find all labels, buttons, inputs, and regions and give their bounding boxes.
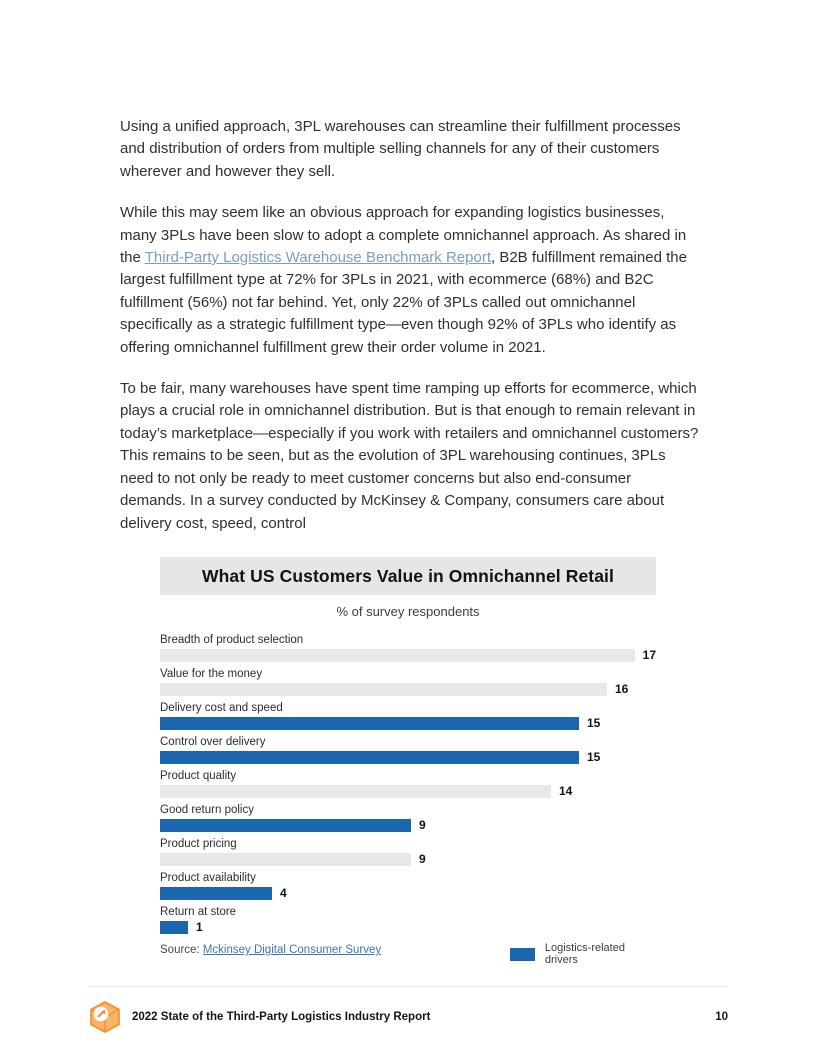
paragraph-1-text: Using a unified approach, 3PL warehouses can streamline their fulfillment processes and distribution of orders from multiple selling channels for any of their customers wherever and however they sell. [120, 118, 681, 180]
bar-value-label: 1 [196, 920, 203, 934]
bar-line [160, 853, 656, 866]
chart-source [160, 944, 381, 956]
bar-category-label: Return at store [160, 906, 237, 918]
chart-bar-row [160, 633, 656, 662]
chart-footer [160, 942, 656, 966]
source-prefix: Source: [160, 944, 203, 956]
omnichannel-value-chart [160, 557, 656, 966]
bar-other [160, 853, 411, 866]
chart-bar-row [160, 905, 656, 934]
bar-value-label: 4 [280, 886, 287, 900]
paragraph-3-text: To be fair, many warehouses have spent time ramping up efforts for ecommerce, which plays a crucial role in omnichannel distribution. But is that enough to remain relevant in today’s marketplace—especially if you work with retailers and omnichannel customers? This remains to be seen, but as the evolution of 3PL warehousing continues, 3PLs need to not only be ready to meet customer concerns but also end-consumer demands. In a survey conducted by McKinsey & Company, consumers care about delivery cost, speed, control [120, 380, 699, 532]
chart-bar-row [160, 701, 656, 730]
bar-value-label: 9 [419, 852, 426, 866]
bar-value-label: 15 [587, 716, 601, 730]
bar-logistics [160, 819, 411, 832]
chart-title: What US Customers Value in Omnichannel Retail [202, 565, 614, 586]
bar-value-label: 14 [559, 784, 573, 798]
chart-bar-row [160, 769, 656, 798]
bar-other [160, 683, 607, 696]
paragraph-3 [120, 378, 700, 535]
chart-bar-row [160, 871, 656, 900]
bar-line [160, 819, 656, 832]
bar-line [160, 751, 656, 764]
extensiv-cube-logo-icon [88, 1000, 122, 1034]
bar-other [160, 785, 551, 798]
bar-category-label: Good return policy [160, 804, 254, 816]
bar-value-label: 9 [419, 818, 426, 832]
bar-category-label: Product quality [160, 770, 237, 782]
chart-title-band [160, 557, 656, 595]
bar-value-label: 15 [587, 750, 601, 764]
footer-page-number: 10 [715, 1011, 728, 1023]
footer-divider [88, 986, 728, 987]
chart-legend [510, 942, 656, 966]
page-footer [88, 1000, 728, 1034]
legend-label: Logistics-related drivers [544, 942, 625, 966]
bar-logistics [160, 751, 579, 764]
bar-other [160, 649, 635, 662]
chart-bar-row [160, 667, 656, 696]
bar-logistics [160, 921, 188, 934]
bar-category-label: Product pricing [160, 838, 237, 850]
bar-logistics [160, 887, 272, 900]
bar-line [160, 717, 656, 730]
chart-bar-row [160, 735, 656, 764]
bar-line [160, 649, 656, 662]
bar-category-label: Breadth of product selection [160, 634, 304, 646]
bar-category-label: Product availability [160, 872, 256, 884]
chart-bar-row [160, 803, 656, 832]
chart-subtitle: % of survey respondents [336, 604, 480, 619]
bar-logistics [160, 717, 579, 730]
bar-value-label: 17 [642, 648, 656, 662]
source-link[interactable]: Mckinsey Digital Consumer Survey [202, 944, 382, 956]
chart-bar-row [160, 837, 656, 866]
benchmark-report-link[interactable]: Third-Party Logistics Warehouse Benchmark Report [144, 249, 491, 267]
paragraph-2-text-after: , B2B fulfillment remained the largest fulfillment type at 72% for 3PLs in 2021, with ecommerce (68%) and B2C fulfillment (56%) not far behind. Yet, only 22% of 3PLs called out omnichannel specifically as a strategic fulfillment type—even though 92% of 3PLs who identify as offering omnichannel fulfillment grew their order volume in 2021. [120, 249, 687, 356]
legend-swatch [510, 948, 535, 961]
paragraph-2-text-before: While this may seem like an obvious approach for expanding logistics businesses, many 3PLs have been slow to adopt a complete omnichannel approach. As shared in the [120, 204, 687, 267]
footer-report-title: 2022 State of the Third-Party Logistics Industry Report [132, 1011, 431, 1023]
paragraph-2 [120, 202, 700, 359]
bar-category-label: Value for the money [160, 668, 263, 680]
paragraph-1 [120, 116, 700, 183]
bar-line [160, 785, 656, 798]
bar-value-label: 16 [615, 682, 629, 696]
bar-line [160, 887, 656, 900]
bar-line [160, 683, 656, 696]
chart-bars [160, 633, 656, 934]
page-body-text [120, 116, 700, 554]
bar-line [160, 921, 656, 934]
bar-category-label: Control over delivery [160, 736, 266, 748]
bar-category-label: Delivery cost and speed [160, 702, 283, 714]
